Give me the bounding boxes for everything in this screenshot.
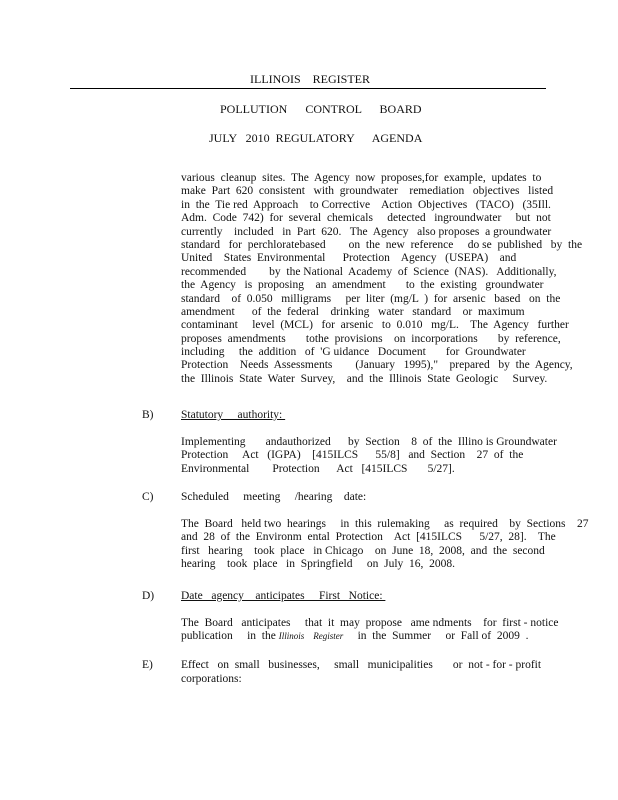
section-heading-hearing-date: Scheduled meeting /hearing date: bbox=[181, 491, 367, 503]
intro-line: make Part 620 consistent with groundwater remediation objectives listed bbox=[181, 185, 554, 198]
paragraph-line: The Board held two hearings in this rulemaking as required by Sections 27 bbox=[181, 518, 589, 530]
intro-line: standard for perchloratebased on the new reference do se published by the bbox=[181, 238, 583, 251]
section-heading-first-notice: Date agency anticipates First Notice: bbox=[181, 590, 386, 602]
paragraph-line: The Board anticipates that it may propose ame ndments for first - notice bbox=[181, 617, 559, 629]
paragraph-line: and 28 of the Environm ental Protection Act [415ILCS 5/27, 28]. The bbox=[181, 531, 556, 544]
intro-line: contaminant level (MCL) for arsenic to 0.010 mg/L. The Agency further bbox=[181, 319, 569, 332]
intro-line: recommended by the National Academy of Science (NAS). Additionally, bbox=[181, 265, 557, 278]
header-rule bbox=[70, 88, 546, 89]
paragraph-line: Implementing andauthorized by Section 8 of the Illino is Groundwater bbox=[181, 436, 557, 448]
paragraph-text: in the Summer or Fall of 2009 . bbox=[343, 630, 529, 643]
intro-line: various cleanup sites. The Agency now proposes,for example, updates to bbox=[181, 172, 542, 184]
intro-line: the Agency is proposing an amendment to the existing groundwater bbox=[181, 279, 544, 292]
illinois-register-italic: Illinois Register bbox=[278, 631, 344, 642]
intro-line: in the Tie red Approach to Corrective Action Objectives (TACO) (35Ill. bbox=[181, 198, 551, 211]
intro-line: amendment of the federal drinking water standard or maximum bbox=[181, 305, 525, 318]
intro-line: Adm. Code 742) for several chemicals detected ingroundwater but not bbox=[181, 212, 551, 225]
small-business-effect-paragraph bbox=[181, 673, 537, 686]
paragraph-line bbox=[181, 630, 537, 643]
section-letter-b: B) bbox=[142, 409, 154, 421]
section-letter-d: D) bbox=[142, 590, 155, 602]
section-heading-statutory-authority: Statutory authority: bbox=[181, 409, 286, 421]
agenda-title: JULY 2010 REGULATORY AGENDA bbox=[209, 131, 423, 145]
first-notice-paragraph bbox=[181, 617, 559, 644]
intro-line: proposes amendments tothe provisions on incorporations by reference, bbox=[181, 332, 561, 345]
paragraph-line: Protection Act (IGPA) [415ILCS 55/8] and Section 27 of the bbox=[181, 449, 524, 462]
intro-line: standard of 0.050 milligrams per liter (mg/L ) for arsenic based on the bbox=[181, 292, 561, 305]
paragraph-line: corporations: bbox=[181, 673, 242, 685]
register-title: ILLINOIS REGISTER bbox=[250, 72, 370, 86]
paragraph-line: first hearing took place in Chicago on June 18, 2008, and the second bbox=[181, 544, 545, 557]
section-letter-e: E) bbox=[142, 659, 153, 671]
intro-line: currently included in Part 620. The Agency also proposes a groundwater bbox=[181, 225, 552, 238]
paragraph-line: Environmental Protection Act [415ILCS 5/27]. bbox=[181, 462, 455, 475]
statutory-authority-paragraph bbox=[181, 436, 557, 476]
board-title: POLLUTION CONTROL BOARD bbox=[220, 102, 422, 116]
paragraph-line: hearing took place in Springfield on July 16, 2008. bbox=[181, 558, 456, 571]
paragraph-text: publication in the bbox=[181, 630, 279, 643]
section-heading-small-business-effect: Effect on small businesses, small municipalities or not - for - profit bbox=[181, 659, 542, 671]
intro-line: the Illinois State Water Survey, and the Illinois State Geologic Survey. bbox=[181, 372, 548, 385]
section-letter-c: C) bbox=[142, 491, 154, 503]
intro-line: including the addition of 'G uidance Document for Groundwater bbox=[181, 346, 526, 359]
intro-line: Protection Needs Assessments (January 1995)," prepared by the Agency, bbox=[181, 359, 573, 372]
intro-line: United States Environmental Protection Agency (USEPA) and bbox=[181, 252, 517, 265]
hearing-date-paragraph bbox=[181, 518, 589, 572]
intro-paragraph bbox=[181, 172, 583, 386]
